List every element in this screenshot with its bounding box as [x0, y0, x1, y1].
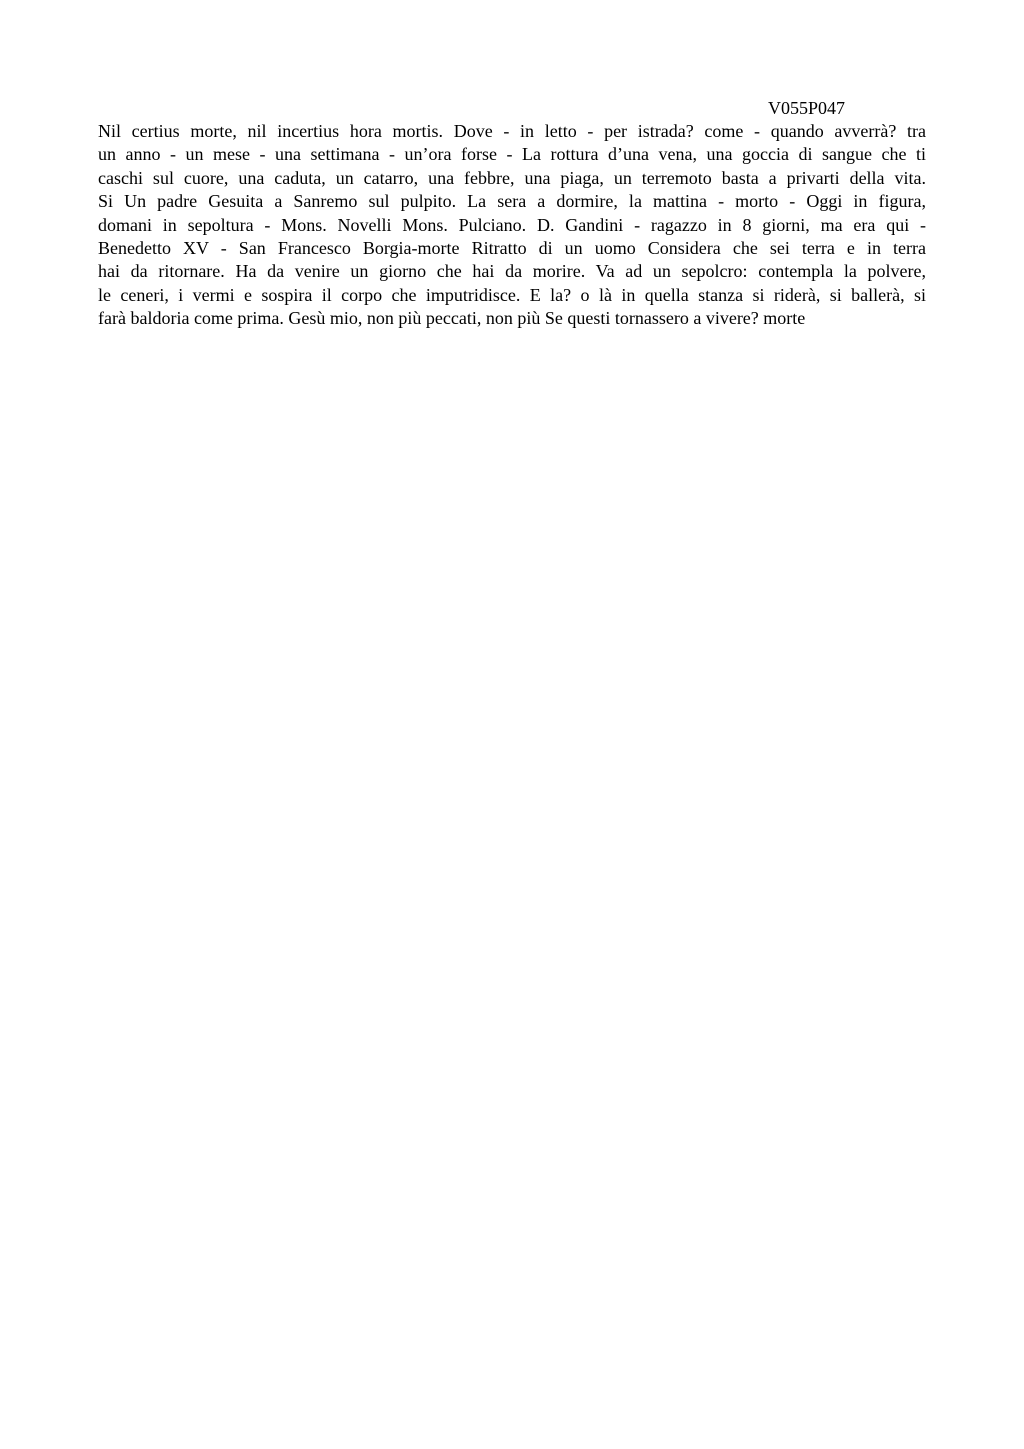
text-line: hai da ritornare. Ha da venire un giorno che hai da morire. Va ad un sepolcro: contempla la polvere, [98, 261, 926, 282]
text-line: farà baldoria come prima. Gesù mio, non più peccati, non più Se questi tornassero a vivere? morte [98, 308, 806, 329]
page-identifier: V055P047 [768, 98, 846, 118]
text-line: un anno - un mese - una settimana - un’ora forse - La rottura d’una vena, una goccia di sangue che ti [98, 144, 926, 165]
text-line: caschi sul cuore, una caduta, un catarro, una febbre, una piaga, un terremoto basta a privarti della vita. [98, 167, 926, 188]
text-line: le ceneri, i vermi e sospira il corpo che imputridisce. E la? o là in quella stanza si riderà, si ballerà, si [98, 284, 926, 305]
text-line: Nil certius morte, nil incertius hora mortis. Dove - in letto - per istrada? come - quando avverrà? tra [98, 121, 926, 141]
text-line: Benedetto XV - San Francesco Borgia-morte Ritratto di un uomo Considera che sei terra e in terra [98, 238, 926, 259]
body-paragraph [98, 120, 926, 331]
text-line: Si Un padre Gesuita a Sanremo sul pulpito. La sera a dormire, la mattina - morto - Oggi in figura, [98, 191, 926, 212]
text-line: domani in sepoltura - Mons. Novelli Mons. Pulciano. D. Gandini - ragazzo in 8 giorni, ma era qui - [98, 214, 926, 235]
